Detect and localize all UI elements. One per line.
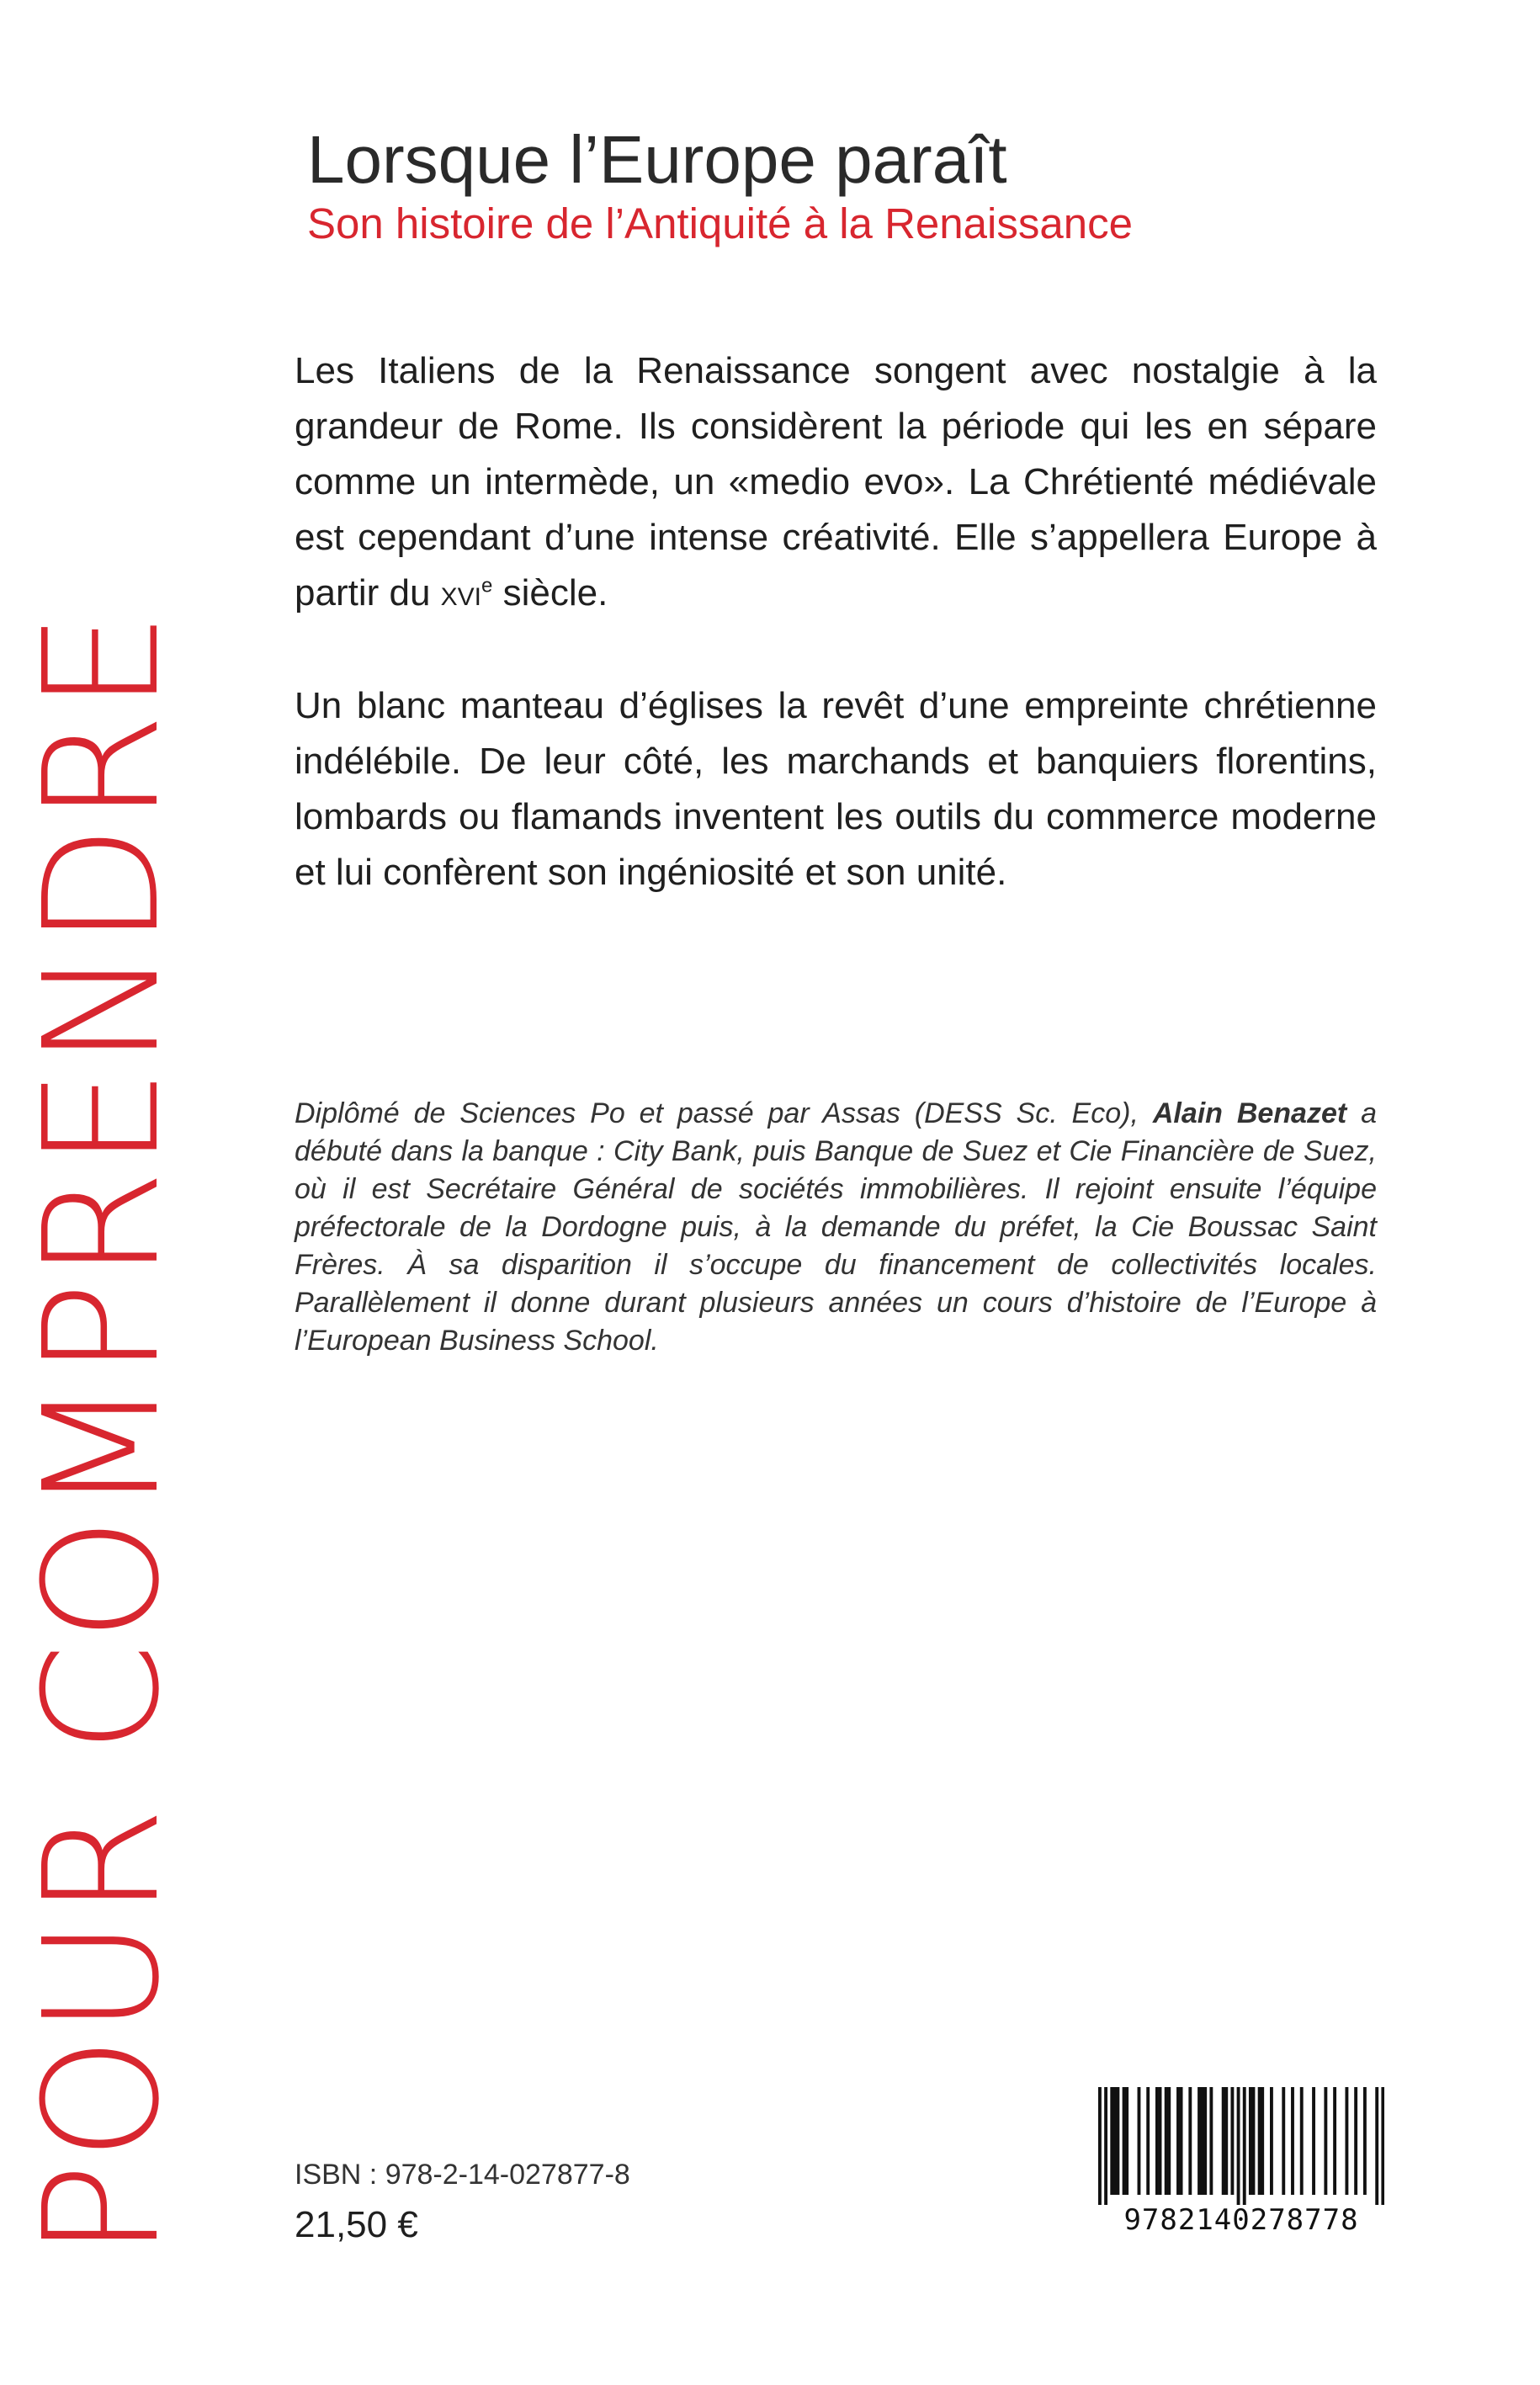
author-name: Alain Benazet [1152,1097,1347,1129]
barcode-bar [1237,2087,1240,2205]
price-text: 21,50 € [295,2204,418,2245]
barcode-bar [1167,2087,1171,2195]
barcode-bar [1180,2087,1183,2195]
author-bio [295,1095,1377,1360]
barcode-bar [1125,2087,1128,2195]
barcode-bar [1104,2087,1107,2205]
century-numeral: XVI [440,583,481,611]
barcode-bar [1138,2087,1141,2195]
summary-paragraph-1 [295,343,1377,625]
barcode-bar [1312,2087,1315,2195]
barcode-bar [1270,2087,1273,2195]
barcode-bar [1159,2087,1162,2195]
barcode-bar [1203,2087,1207,2195]
barcode-bar [1354,2087,1357,2195]
book-subtitle: Son histoire de l’Antiquité à la Renaissance [307,199,1133,247]
barcode-bar [1224,2087,1228,2195]
barcode-bar [1333,2087,1336,2195]
barcode-bar [1230,2087,1234,2195]
barcode-bars [1098,2087,1384,2205]
isbn-text: ISBN : 978-2-14-027877-8 [295,2159,630,2191]
barcode-bar [1176,2087,1180,2195]
barcode-bar [1324,2087,1327,2195]
book-title: Lorsque l’Europe paraît [307,122,1007,197]
century-superscript: e [481,574,493,598]
barcode-bar [1201,2087,1204,2195]
barcode-bar [1258,2087,1261,2195]
barcode-bar [1261,2087,1264,2195]
barcode-bar [1123,2087,1126,2195]
barcode-bar [1222,2087,1225,2195]
barcode-digits: 9782140278778 [1123,2203,1359,2237]
barcode-bar [1252,2087,1256,2195]
barcode-bar [1165,2087,1168,2195]
barcode-bar [1381,2087,1384,2205]
summary-paragraph-1-text: Les Italiens de la Renaissance songent avec nostalgie à la grandeur de Rome. Ils considèrent la période qui les en sépare comme un intermède, un «medio evo». La Chrétienté médiévale est cependant d’une intense créativité. Elle s’appellera Europe à partir du [295,350,1377,614]
summary-paragraph-2: Un blanc manteau d’églises la revêt d’une empreinte chrétienne indélébile. De leur côté, les marchands et banquiers florentins, lombards ou flamands inventent les outils du commerce moderne et lui confèrent son ingéniosité et son unité. [295,685,1377,893]
barcode-bar [1363,2087,1367,2195]
barcode-bar [1243,2087,1246,2205]
barcode-bar [1282,2087,1285,2195]
barcode-bar [1098,2087,1102,2205]
barcode-bar [1375,2087,1378,2205]
barcode-bar [1146,2087,1150,2195]
barcode-bar [1249,2087,1252,2195]
summary-paragraph-1-end: siècle. [492,572,608,614]
barcode-bar [1110,2087,1113,2195]
barcode-bar [1291,2087,1294,2195]
barcode-bar [1113,2087,1117,2195]
barcode-bar [1188,2087,1192,2195]
barcode-bar [1209,2087,1213,2195]
barcode-bar [1197,2087,1201,2195]
barcode-bar [1155,2087,1159,2195]
barcode-bar [1300,2087,1304,2195]
barcode [1098,2087,1384,2239]
barcode-bar [1345,2087,1348,2195]
author-bio-body: a débuté dans la banque : City Bank, puis Banque de Suez et Cie Financière de Suez, où il est Secrétaire Général de sociétés immobilières. Il rejoint ensuite l’équipe préfectorale de la Dordogne puis, à la demande du préfet, la Cie Boussac Saint Frères. À sa disparition il s’occupe du financement de collectivités locales. Parallèlement il donne durant plusieurs années un cours d’histoire de l’Europe à l’European Business School. [295,1097,1378,1357]
author-bio-intro: Diplômé de Sciences Po et passé par Assas (DESS Sc. Eco), [295,1097,1153,1129]
barcode-bar [1116,2087,1119,2195]
series-label-vertical: POUR COMPRENDRE [10,609,194,2258]
